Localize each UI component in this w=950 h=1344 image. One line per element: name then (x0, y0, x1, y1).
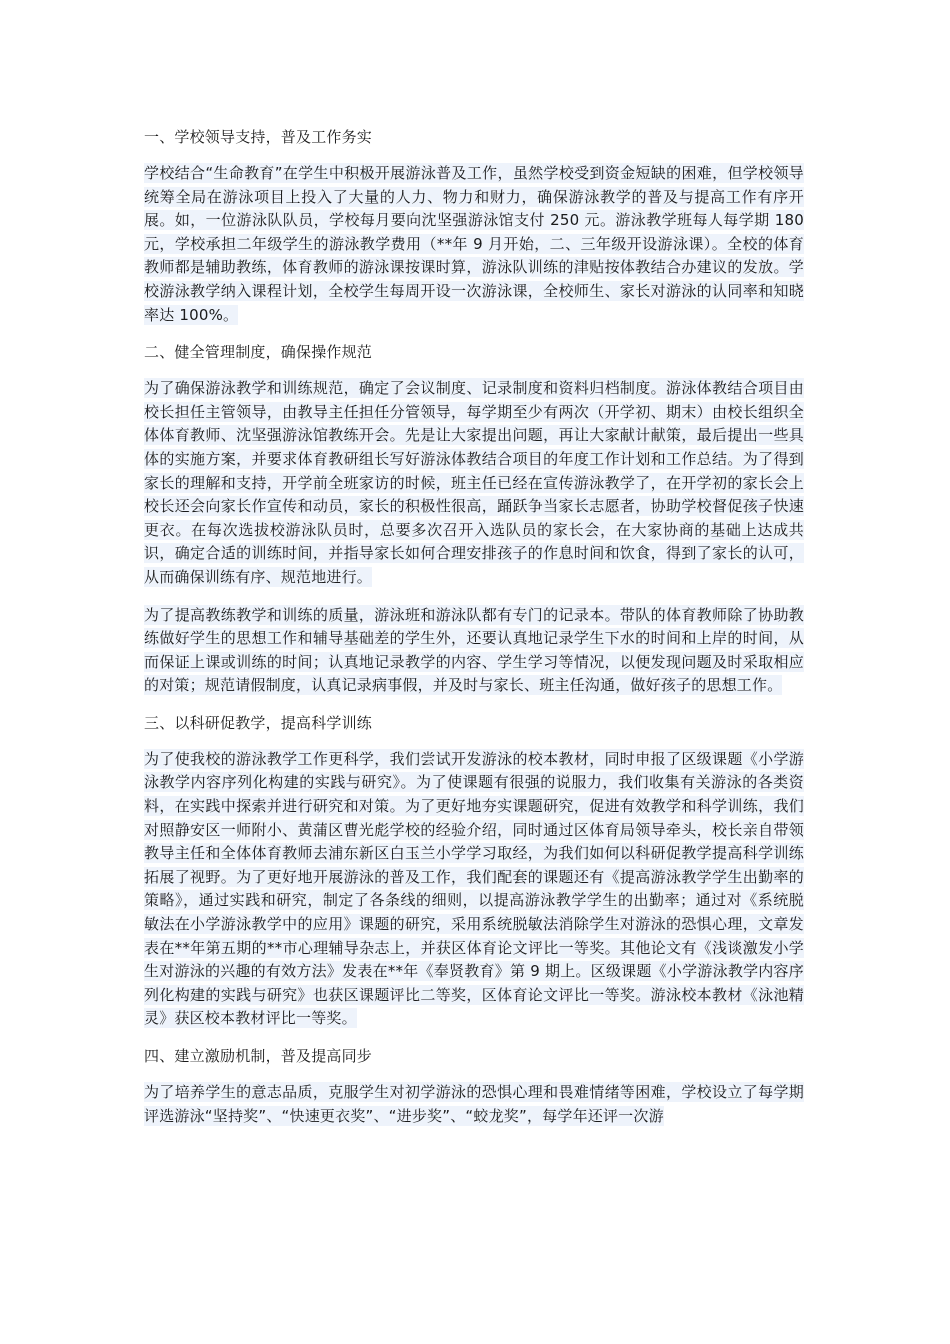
section-heading-2: 二、健全管理制度，确保操作规范 (144, 343, 373, 362)
section-heading-4: 四、建立激励机制，普及提高同步 (144, 1047, 373, 1065)
section-3-paragraph-1 (144, 748, 804, 1031)
paragraph-text: 为了使我校的游泳教学工作更科学，我们尝试开发游泳的校本教材，同时申报了区级课题《小学游泳教学内容序列化构建的实践与研究》。为了使课题有很强的说服力，我们收集有关游泳的各类资料，在实践中探索并进行研究和对策。为了更好地夯实课题研究，促进有效教学和科学训练，我们对照静安区一师附小、黄蒲区曹光彪学校的经验介绍，同时通过区体育局领导牵头，校长亲自带领教导主任和全体体育教师去浦东新区白玉兰小学学习取经，为我们如何以科研促教学提高科学训练拓展了视野。为了更好地开展游泳的普及工作，我们配套的课题还有《提高游泳教学学生出勤率的策略》，通过实践和研究，制定了各条线的细则，以提高游泳教学学生的出勤率；通过对《系统脱敏法在小学游泳教学中的应用》课题的研究，采用系统脱敏法消除学生对游泳的恐惧心理，文章发表在**年第五期的**市心理辅导杂志上，并获区体育论文评比一等奖。其他论文有《浅谈激发小学生对游泳的兴趣的有效方法》发表在**年《奉贤教育》第 9 期上。区级课题《小学游泳教学内容序列化构建的实践与研究》也获区课题评比二等奖，区体育论文评比一等奖。游泳校本教材《泳池精灵》获区校本教材评比一等奖。 (144, 749, 804, 1028)
paragraph-text: 为了提高教练教学和训练的质量，游泳班和游泳队都有专门的记录本。带队的体育教师除了协助教练做好学生的思想工作和辅导基础差的学生外，还要认真地记录学生下水的时间和上岸的时间，从而保证上课或训练的时间；认真地记录教学的内容、学生学习等情况，以便发现问题及时采取相应的对策；规范请假制度，认真记录病事假，并及时与家长、班主任沟通，做好孩子的思想工作。 (144, 605, 804, 695)
paragraph-text: 为了培养学生的意志品质，克服学生对初学游泳的恐惧心理和畏难情绪等困难，学校设立了每学期评选游泳“坚持奖”、“快速更衣奖”、“进步奖”、“蛟龙奖”，每学年还评一次游 (144, 1083, 804, 1125)
paragraph-text: 学校结合“生命教育”在学生中积极开展游泳普及工作，虽然学校受到资金短缺的困难，但学校领导统筹全局在游泳项目上投入了大量的人力、物力和财力，确保游泳教学的普及与提高工作有序开展。如，一位游泳队队员，学校每月要向沈坚强游泳馆支付 250 元。游泳教学班每人每学期 180 元，学校承担二年级学生的游泳教学费用（**年 9 月开始，二、三年级开设游泳课）。全校的体育教师都是辅助教练，体育教师的游泳课按课时算，游泳队训练的津贴按体教结合办建议的发放。学校游泳教学纳入课程计划，全校学生每周开设一次游泳课，全校师生、家长对游泳的认同率和知晓率达 100%。 (144, 164, 804, 324)
paragraph-text: 为了确保游泳教学和训练规范，确定了会议制度、记录制度和资料归档制度。游泳体教结合项目由校长担任主管领导，由教导主任担任分管领导，每学期至少有两次（开学初、期末）由校长组织全体体育教师、沈坚强游泳馆教练开会。先是让大家提出问题，再让大家献计献策，最后提出一些具体的实施方案，并要求体育教研组长写好游泳体教结合项目的年度工作计划和工作总结。为了得到家长的理解和支持，开学前全班家访的时候，班主任已经在宣传游泳教学了，在开学初的家长会上校长还会向家长作宣传和动员，家长的积极性很高，踊跃争当家长志愿者，协助学校督促孩子快速更衣。在每次选拔校游泳队员时，总要多次召开入选队员的家长会，在大家协商的基础上达成共识，确定合适的训练时间，并指导家长如何合理安排孩子的作息时间和饮食，得到了家长的认可，从而确保训练有序、规范地进行。 (144, 379, 804, 586)
document-body (144, 126, 804, 1142)
section-2-paragraph-1 (144, 377, 804, 589)
section-2-paragraph-2 (144, 604, 804, 698)
section-heading-1: 一、学校领导支持，普及工作务实 (144, 128, 373, 146)
section-1-paragraph-1 (144, 162, 804, 327)
section-heading-3: 三、以科研促教学，提高科学训练 (144, 713, 373, 732)
section-4-paragraph-1 (144, 1081, 804, 1128)
